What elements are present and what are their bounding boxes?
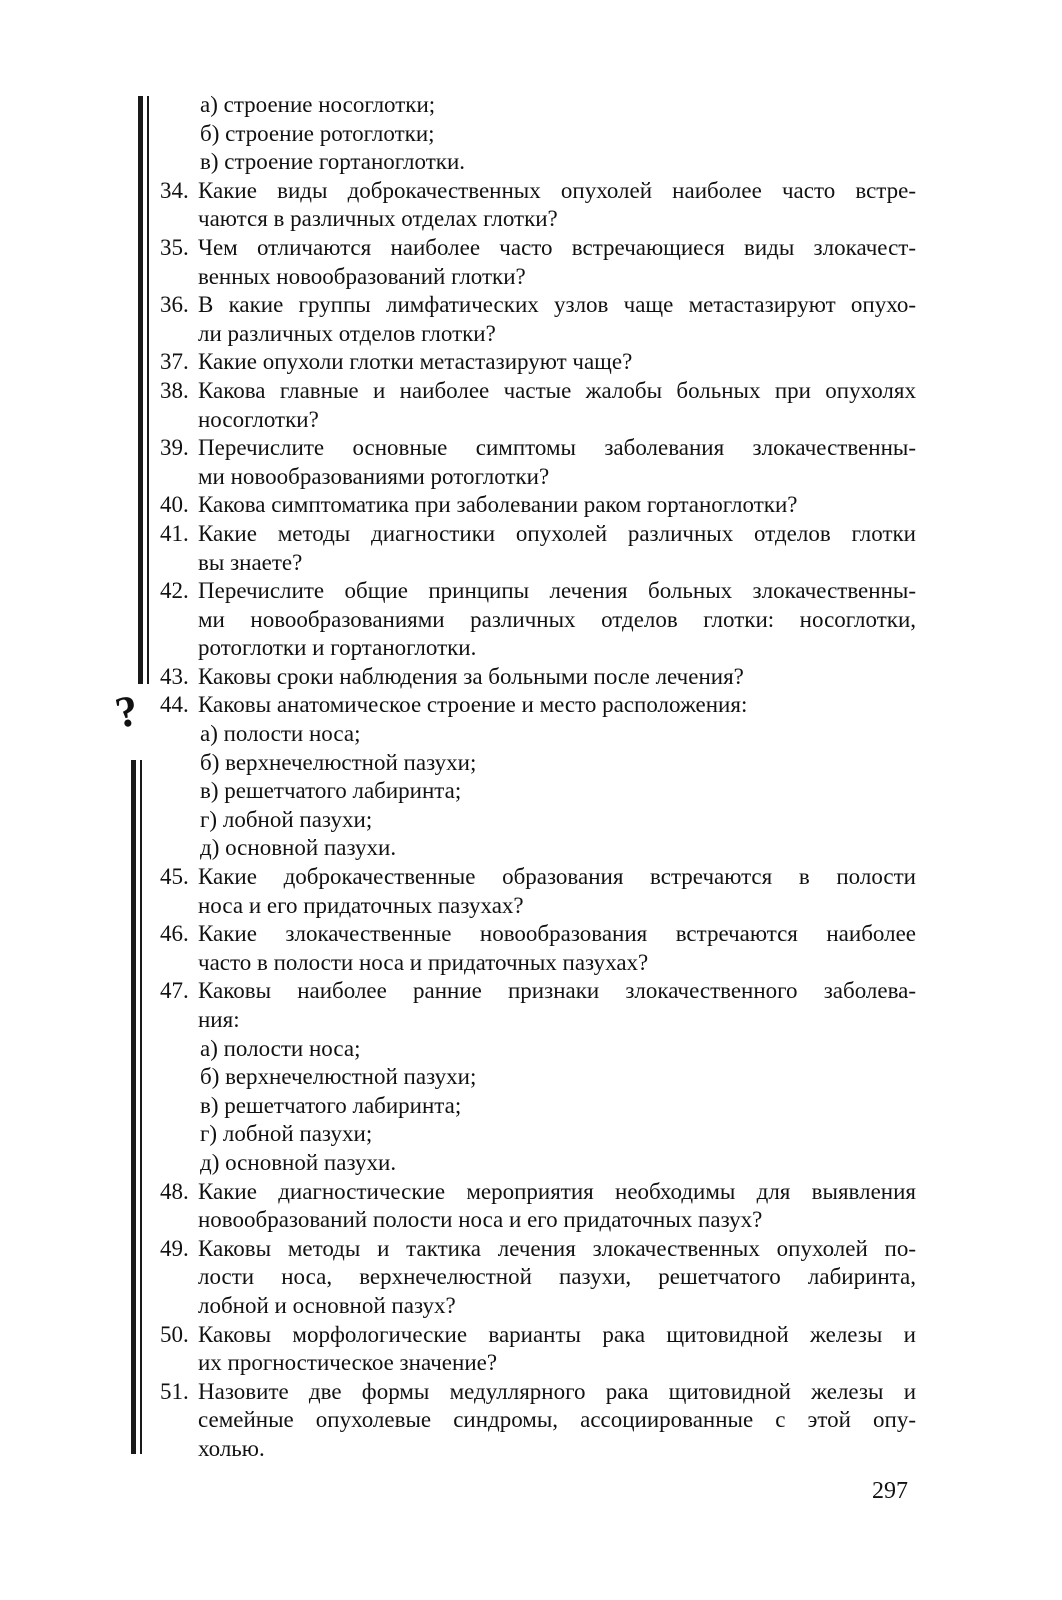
line-text: Какие злокачественные новообразования встречаются наиболее bbox=[198, 921, 916, 947]
line-text: часто в полости носа и придаточных пазухах? bbox=[198, 949, 649, 975]
line-text: ми новообразованиями различных отделов глотки: носоглотки, bbox=[198, 606, 916, 632]
sub-item-line bbox=[160, 806, 916, 835]
continuation-line bbox=[160, 1206, 916, 1235]
sub-item-line bbox=[160, 1035, 916, 1064]
line-text: Каковы методы и тактика лечения злокачественных опухолей по- bbox=[198, 1235, 916, 1261]
continuation-line bbox=[160, 606, 916, 635]
line-text: г) лобной пазухи; bbox=[200, 806, 373, 832]
question-number: 40. bbox=[160, 492, 189, 518]
question-number: 48. bbox=[160, 1178, 189, 1204]
question-number: 39. bbox=[160, 435, 189, 461]
line-text: г) лобной пазухи; bbox=[200, 1121, 373, 1147]
continuation-line bbox=[160, 1006, 916, 1035]
line-text: б) строение ротоглотки; bbox=[200, 120, 435, 146]
line-text: ротоглотки и гортаноглотки. bbox=[198, 635, 477, 661]
margin-bar-bottom-thin bbox=[140, 760, 142, 1454]
question-number: 41. bbox=[160, 520, 189, 546]
question-line bbox=[160, 291, 916, 320]
question-line bbox=[160, 663, 916, 692]
line-text: д) основной пазухи. bbox=[200, 1149, 397, 1175]
question-line bbox=[160, 1235, 916, 1264]
line-text: носа и его придаточных пазухах? bbox=[198, 892, 524, 918]
line-text: а) полости носа; bbox=[200, 1035, 361, 1061]
line-text: в) решетчатого лабиринта; bbox=[200, 778, 462, 804]
line-text: а) строение носоглотки; bbox=[200, 92, 436, 117]
line-text: Каковы анатомическое строение и место расположения: bbox=[198, 692, 748, 718]
continuation-line bbox=[160, 263, 916, 292]
sub-item-line bbox=[160, 1063, 916, 1092]
margin-bar-bottom bbox=[131, 760, 136, 1454]
continuation-line bbox=[160, 406, 916, 435]
line-text: Перечислите основные симптомы заболевания злокачественны- bbox=[198, 435, 916, 461]
sub-item-line bbox=[160, 1149, 916, 1178]
question-mark-icon: ? bbox=[111, 685, 143, 738]
continuation-line bbox=[160, 1435, 916, 1464]
line-text: б) верхнечелюстной пазухи; bbox=[200, 749, 477, 775]
line-text: Перечислите общие принципы лечения больных злокачественны- bbox=[198, 578, 916, 604]
question-line bbox=[160, 977, 916, 1006]
question-line bbox=[160, 520, 916, 549]
question-number: 38. bbox=[160, 377, 189, 403]
question-line bbox=[160, 863, 916, 892]
line-text: в) строение гортаноглотки. bbox=[200, 149, 466, 175]
question-line bbox=[160, 177, 916, 206]
line-text: Какие опухоли глотки метастазируют чаще? bbox=[198, 349, 633, 375]
sub-item-line bbox=[160, 120, 916, 149]
continuation-line bbox=[160, 205, 916, 234]
page-number: 297 bbox=[872, 1478, 908, 1504]
question-line bbox=[160, 577, 916, 606]
question-line bbox=[160, 691, 916, 720]
line-text: Какие методы диагностики опухолей различных отделов глотки bbox=[198, 520, 916, 546]
line-text: вы знаете? bbox=[198, 549, 303, 575]
question-number: 36. bbox=[160, 292, 189, 318]
line-text: холью. bbox=[198, 1435, 265, 1461]
line-text: носоглотки? bbox=[198, 406, 319, 432]
line-text: Какие виды доброкачественных опухолей наиболее часто встре- bbox=[198, 177, 916, 203]
line-text: Какова главные и наиболее частые жалобы больных при опухолях bbox=[198, 377, 916, 403]
continuation-line bbox=[160, 320, 916, 349]
continuation-line bbox=[160, 1263, 916, 1292]
continuation-line bbox=[160, 949, 916, 978]
continuation-line bbox=[160, 463, 916, 492]
line-text: в) решетчатого лабиринта; bbox=[200, 1092, 462, 1118]
question-line bbox=[160, 348, 916, 377]
continuation-line bbox=[160, 1406, 916, 1435]
line-text: семейные опухолевые синдромы, ассоциированные с этой опу- bbox=[198, 1407, 916, 1433]
line-text: лобной и основной пазух? bbox=[198, 1292, 456, 1318]
line-text: Какова симптоматика при заболевании раком гортаноглотки? bbox=[198, 492, 798, 518]
line-text: В какие группы лимфатических узлов чаще метастазируют опухо- bbox=[198, 292, 916, 318]
sub-item-line bbox=[160, 834, 916, 863]
question-number: 49. bbox=[160, 1235, 189, 1261]
continuation-line bbox=[160, 892, 916, 921]
question-line bbox=[160, 1378, 916, 1407]
line-text: их прогностическое значение? bbox=[198, 1350, 498, 1376]
question-number: 43. bbox=[160, 663, 189, 689]
question-line bbox=[160, 1321, 916, 1350]
question-line bbox=[160, 920, 916, 949]
continuation-line bbox=[160, 549, 916, 578]
line-text: б) верхнечелюстной пазухи; bbox=[200, 1064, 477, 1090]
line-text: Каковы наиболее ранние признаки злокачественного заболева- bbox=[198, 978, 916, 1004]
question-line bbox=[160, 377, 916, 406]
question-number: 42. bbox=[160, 578, 189, 604]
continuation-line bbox=[160, 634, 916, 663]
line-text: Назовите две формы медуллярного рака щитовидной железы и bbox=[198, 1378, 916, 1404]
line-text: ли различных отделов глотки? bbox=[198, 320, 496, 346]
line-text: новообразований полости носа и его придаточных пазух? bbox=[198, 1207, 763, 1233]
question-number: 51. bbox=[160, 1378, 189, 1404]
question-number: 46. bbox=[160, 921, 189, 947]
sub-item-line bbox=[160, 91, 916, 120]
question-line bbox=[160, 434, 916, 463]
question-number: 47. bbox=[160, 978, 189, 1004]
continuation-line bbox=[160, 1349, 916, 1378]
question-line bbox=[160, 1178, 916, 1207]
question-number: 45. bbox=[160, 864, 189, 890]
line-text: ния: bbox=[198, 1007, 240, 1032]
margin-bar-top-thin bbox=[147, 96, 149, 684]
line-text: Какие диагностические мероприятия необходимы для выявления bbox=[198, 1178, 916, 1204]
line-text: д) основной пазухи. bbox=[200, 835, 397, 861]
margin-bar-top bbox=[138, 96, 143, 684]
sub-item-line bbox=[160, 777, 916, 806]
line-text: чаются в различных отделах глотки? bbox=[198, 206, 558, 232]
sub-item-line bbox=[160, 148, 916, 177]
question-line bbox=[160, 234, 916, 263]
line-text: Какие доброкачественные образования встречаются в полости bbox=[198, 864, 916, 890]
sub-item-line bbox=[160, 1092, 916, 1121]
question-number: 50. bbox=[160, 1321, 189, 1347]
question-number: 37. bbox=[160, 349, 189, 375]
line-text: венных новообразований глотки? bbox=[198, 263, 526, 289]
line-text: Каковы морфологические варианты рака щитовидной железы и bbox=[198, 1321, 916, 1347]
question-line bbox=[160, 491, 916, 520]
sub-item-line bbox=[160, 1120, 916, 1149]
sub-item-line bbox=[160, 720, 916, 749]
question-number: 44. bbox=[160, 692, 189, 718]
question-number: 34. bbox=[160, 177, 189, 203]
line-text: лости носа, верхнечелюстной пазухи, решетчатого лабиринта, bbox=[198, 1264, 916, 1290]
line-text: Каковы сроки наблюдения за больными после лечения? bbox=[198, 663, 744, 689]
line-text: Чем отличаются наиболее часто встречающиеся виды злокачест- bbox=[198, 234, 916, 260]
sub-item-line bbox=[160, 749, 916, 778]
line-text: ми новообразованиями ротоглотки? bbox=[198, 463, 550, 489]
continuation-line bbox=[160, 1292, 916, 1321]
questions-list bbox=[160, 91, 916, 1464]
question-number: 35. bbox=[160, 234, 189, 260]
line-text: а) полости носа; bbox=[200, 721, 361, 747]
